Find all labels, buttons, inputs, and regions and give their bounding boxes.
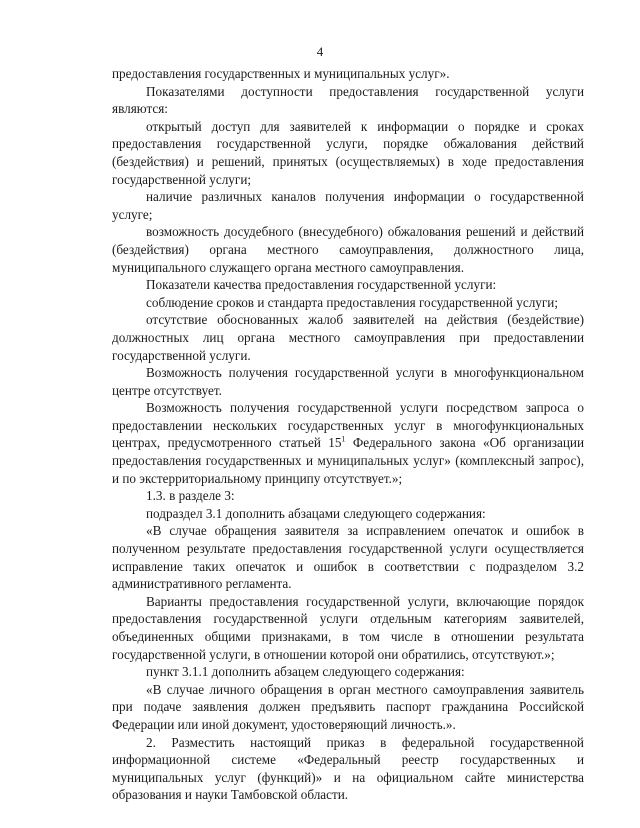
paragraph-text: Возможность получения государственной услуги посредством запроса о предоставлении нескольких государственных услуг в многофункциональных центрах, предусмотренного статьей 15: [112, 400, 584, 451]
page-number: 4: [316, 44, 324, 59]
paragraph: Показателями доступности предоставления государственной услуги являются:: [112, 83, 584, 117]
paragraph: «В случае личного обращения в орган местного самоуправления заявитель при подаче заявления должен предъявить паспорт гражданина Российской Федерации или иной документ, удостоверяющий личность.».: [112, 681, 584, 732]
document-body: [112, 65, 584, 804]
paragraph: подраздел 3.1 дополнить абзацами следующего содержания:: [146, 505, 486, 521]
superscript: 1: [341, 435, 346, 445]
paragraph: соблюдение сроков и стандарта предоставления государственной услуги;: [146, 294, 559, 310]
paragraph-text: Федерального закона «Об организации предоставления государственных и муниципальных услуг» (комплексный запрос), и по экстерриториальному принципу отсутствует.»;: [112, 435, 584, 486]
paragraph: Показатели качества предоставления государственной услуги:: [146, 277, 497, 293]
paragraph: «В случае обращения заявителя за исправлением опечаток и ошибок в полученном результате предоставления государственной услуги осуществляется исправление таких опечаток и ошибок в соответствии с подразделом 3.2 административного регламента.: [112, 523, 584, 592]
paragraph: наличие различных каналов получения информации о государственной услуге;: [112, 189, 584, 222]
paragraph: 2. Разместить настоящий приказ в федеральной государственной информационной системе «Федеральный реестр государственных и муниципальных услуг (функций)» и на официальном сайте министерства образования и науки Тамбовской области.: [112, 734, 584, 803]
paragraph: 1.3. в разделе 3:: [146, 488, 235, 504]
paragraph: возможность досудебного (внесудебного) обжалования решений и действий (бездействия) органа местного самоуправления, должностного лица, муниципального служащего органа местного самоуправления.: [112, 224, 584, 275]
paragraph: [112, 399, 584, 487]
paragraph: открытый доступ для заявителей к информации о порядке и сроках предоставления государственной услуги, порядке обжалования действий (бездействия) и решений, принятых (осуществляемых) в ходе предоставления государственной услуги;: [112, 118, 584, 187]
paragraph: отсутствие обоснованных жалоб заявителей на действия (бездействие) должностных лиц органа местного самоуправления при предоставлении государственной услуги.: [112, 312, 584, 363]
paragraph: пункт 3.1.1 дополнить абзацем следующего содержания:: [146, 664, 465, 680]
paragraph: Варианты предоставления государственной услуги, включающие порядок предоставления государственной услуги отдельным категориям заявителей, объединенных общими признаками, в том числе в отношении результата государственной услуги, в отношении которой они обратились, отсутствуют.»;: [112, 593, 584, 662]
paragraph: Возможность получения государственной услуги в многофункциональном центре отсутствует.: [112, 365, 584, 398]
paragraph: предоставления государственных и муниципальных услуг».: [112, 66, 450, 81]
